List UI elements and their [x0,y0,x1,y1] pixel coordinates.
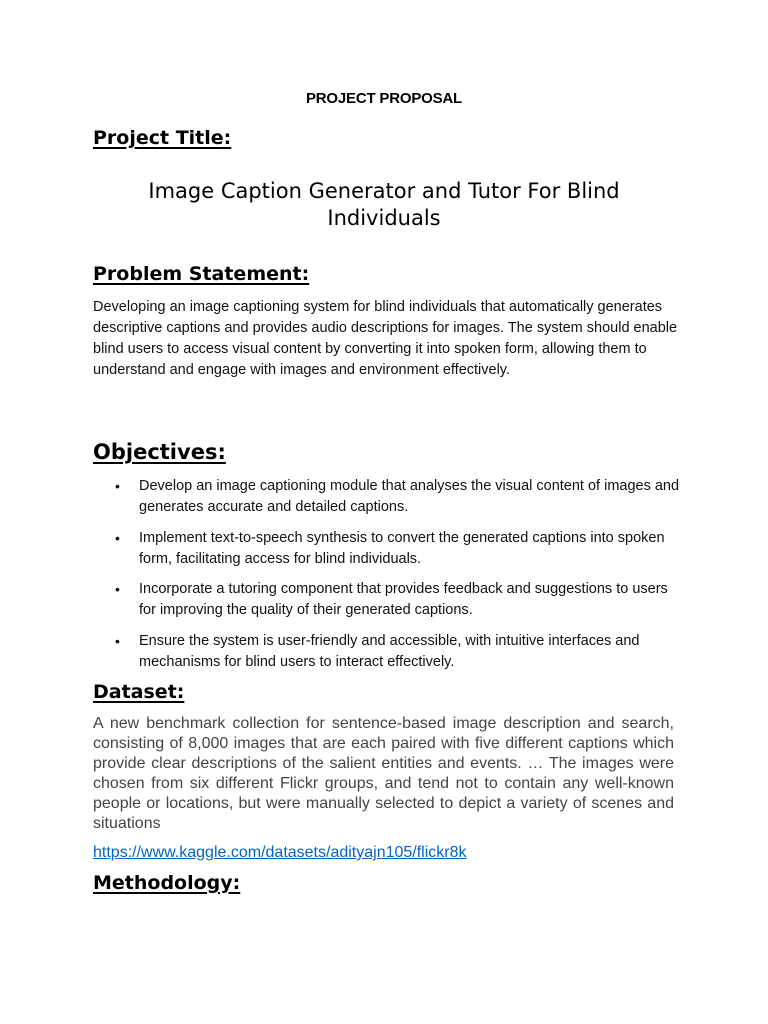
dataset-link[interactable]: https://www.kaggle.com/datasets/adityajn105/flickr8k [93,844,467,861]
objective-text: Implement text-to-speech synthesis to convert the generated captions into spoken form, facilitating access for blind individuals. [139,529,665,567]
bullet-icon: • [115,632,120,649]
document-header: PROJECT PROPOSAL [306,90,462,107]
objectives-heading: Objectives: [93,440,226,464]
list-item [93,631,683,673]
methodology-heading: Methodology: [93,872,241,894]
list-item [93,528,683,570]
objectives-list [93,476,683,682]
objective-text: Incorporate a tutoring component that provides feedback and suggestions to users for improving the quality of their generated captions. [139,581,668,618]
problem-statement-heading: Problem Statement: [93,263,310,285]
dataset-description: A new benchmark collection for sentence-based image description and search, consisting of 8,000 images that are each paired with five different captions which provide clear descriptions of the salient entities and events. … The images were chosen from six different Flickr groups, and tend not to contain any well-known people or locations, but were manually selected to depict a variety of scenes and situations [93,715,674,832]
problem-statement-text: Developing an image captioning system for blind individuals that automatically generates descriptive captions and provides audio descriptions for images. The system should enable blind users to access visual content by converting it into spoken form, allowing them to understand and engage with images and environment effectively. [93,299,678,378]
dataset-heading: Dataset: [93,681,185,703]
objective-text: Ensure the system is user-friendly and accessible, with intuitive interfaces and mechanisms for blind users to interact effectively. [139,632,640,670]
bullet-icon: • [115,478,120,494]
list-item [93,476,683,518]
bullet-icon: • [115,529,120,546]
project-title: Image Caption Generator and Tutor For Blind Individuals [148,179,620,230]
list-item [93,579,683,621]
objective-text: Develop an image captioning module that analyses the visual content of images and generates accurate and detailed captions. [139,478,680,515]
project-title-heading: Project Title: [93,127,232,149]
bullet-icon: • [115,581,120,597]
